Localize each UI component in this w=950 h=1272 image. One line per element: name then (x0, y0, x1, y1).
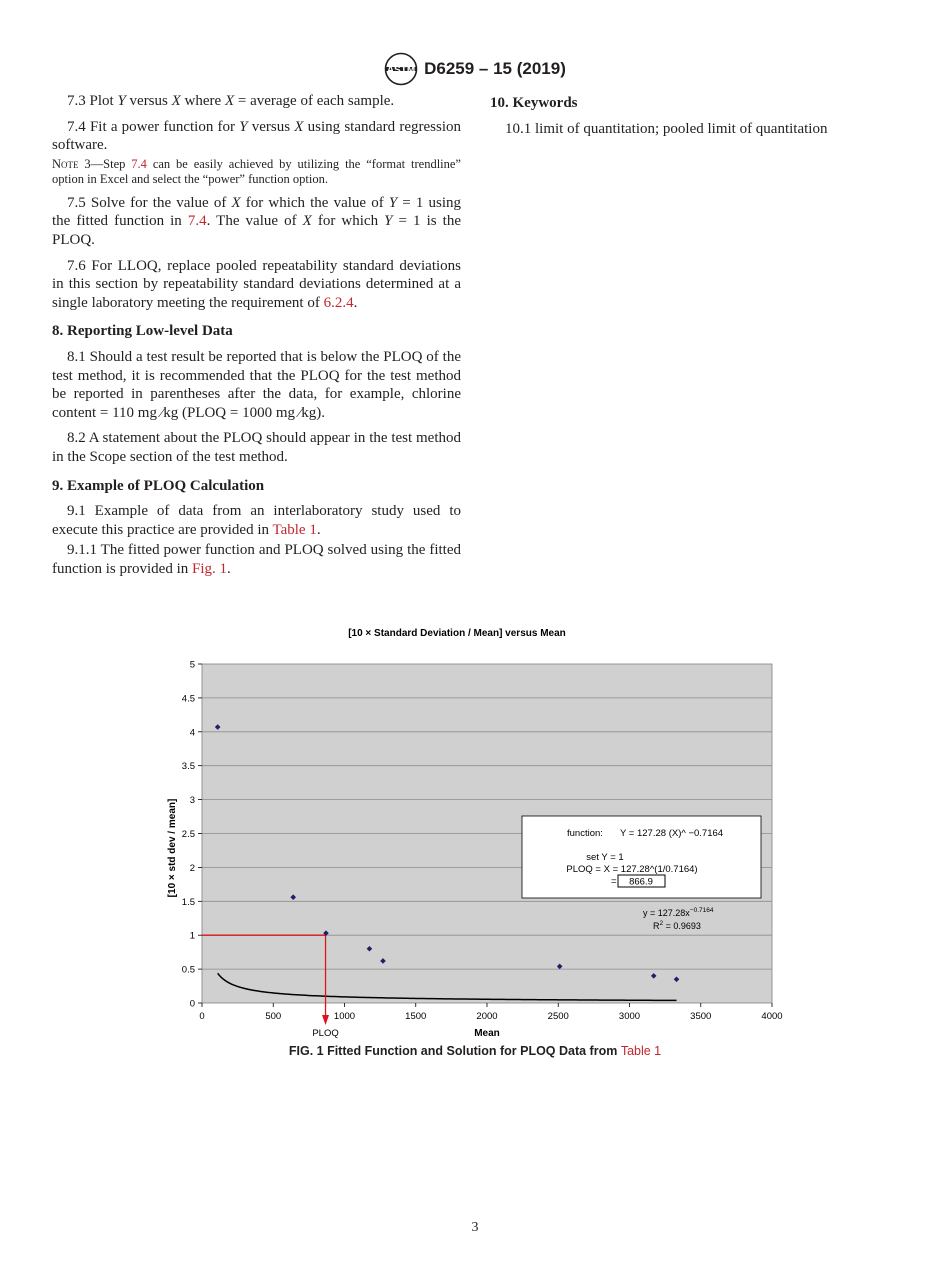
caption-table-1-link[interactable]: Table 1 (620, 1044, 662, 1058)
ref-7-4-link[interactable]: 7.4 (187, 213, 207, 230)
paragraph-7-4: 7.4 Fit a power function for Y versus X using standard regression software. (52, 118, 462, 154)
page-header (0, 52, 950, 86)
x-tick-label: 4000 (761, 1011, 783, 1022)
y-tick-labels (182, 660, 195, 1010)
section-10-heading: 10. Keywords (490, 95, 578, 111)
ref-7-4-link[interactable]: 7.4 (131, 156, 147, 171)
paragraph-7-5: 7.5 Solve for the value of X for which the value of Y = 1 using the fitted function in 7.4. The value of X for which Y = 1 is the PLOQ. (52, 194, 462, 248)
x-tick-label: 1000 (333, 1011, 356, 1022)
left-column (52, 92, 461, 585)
x-tick-label: 3500 (690, 1011, 712, 1022)
section-8-heading: 8. Reporting Low-level Data (52, 323, 233, 340)
r-squared: $R^2 = 0.9693$ (653, 920, 701, 931)
table-1-link[interactable]: Table 1 (272, 521, 317, 538)
paragraph-10-1: 10.1 limit of quantitation; pooled limit of quantitation (505, 120, 828, 137)
paragraph-9-1-1: 9.1.1 The fitted power function and PLOQ solved using the fitted function is provided in Fig. 1. (52, 542, 461, 577)
fig-1-link[interactable]: Fig. 1 (191, 560, 227, 577)
standard-designation: D6259 – 15 (2019) (424, 59, 566, 78)
y-tick-label: 1.5 (181, 896, 195, 908)
x-tick-label: 1500 (405, 1011, 427, 1022)
function-box (522, 816, 761, 898)
astm-logo-icon (384, 52, 418, 86)
ploq-formula: PLOQ = X = 127.28^(1/0.7164) (566, 864, 698, 875)
y-tick-label: 5 (189, 659, 195, 671)
paragraph-8-2: 8.2 A statement about the PLOQ should appear in the test method in the Scope section of the test method. (52, 430, 461, 465)
note-3: Note 3—Step 7.4 can be easily achieved by utilizing the “format trendline” option in Excel and select the “power” function option. (52, 156, 461, 186)
figure-caption: FIG. 1 Fitted Function and Solution for PLOQ Data from Table 1 (288, 1044, 662, 1058)
ploq-axis-label: PLOQ (312, 1028, 339, 1039)
section-9-heading: 9. Example of PLOQ Calculation (52, 477, 265, 494)
x-tick-label: 2500 (547, 1011, 569, 1022)
paragraph-8-1: 8.1 Should a test result be reported that is below the PLOQ of the test method, it is recommended that the PLOQ for the test method be reported in parentheses after the data, for example, chlorine content = 110 mg ⁄kg (PLOQ = 1000 mg ⁄kg). (52, 348, 461, 421)
svg-text:ASTM: ASTM (386, 65, 416, 76)
y-tick-label: 3 (189, 795, 195, 807)
y-tick-label: 0 (189, 998, 195, 1010)
function-label: function: (567, 828, 603, 839)
x-tick-label: 500 (265, 1011, 282, 1022)
y-axis-label: [10 × std dev / mean] (167, 798, 178, 898)
y-tick-label: 2 (189, 862, 195, 874)
function-equation: Y = 127.28 (X)^ −0.7164 (620, 828, 724, 839)
y-tick-label: 3.5 (181, 761, 195, 773)
y-tick-label: 2.5 (181, 829, 195, 840)
page-number: 3 (471, 1220, 479, 1235)
x-axis-label: Mean (474, 1028, 500, 1039)
set-y-text: set Y = 1 (586, 852, 624, 863)
x-tick-label: 0 (199, 1011, 205, 1022)
ref-6-2-4-link[interactable]: 6.2.4 (323, 294, 354, 311)
ploq-result-value: 866.9 (629, 876, 653, 888)
figure-1-chart (150, 620, 800, 1045)
chart-title: [10 × Standard Deviation / Mean] versus Mean (348, 628, 566, 639)
paragraph-7-3: 7.3 Plot Y versus X where X = average of each sample. (67, 93, 395, 109)
equals-sign: = (611, 876, 617, 887)
right-column (490, 92, 900, 145)
y-tick-label: 4.5 (181, 693, 195, 705)
y-tick-label: 1 (189, 930, 195, 942)
paragraph-9-1: 9.1 Example of data from an interlaboratory study used to execute this practice are provided in Table 1. (52, 503, 461, 538)
x-tick-label: 3000 (618, 1011, 641, 1022)
trend-equation: $y = 127.28x^{-0.7164}$ (643, 907, 714, 918)
x-tick-label: 2000 (476, 1011, 498, 1022)
x-tick-labels (199, 1011, 782, 1022)
ploq-arrow-icon (322, 1015, 329, 1025)
y-tick-label: 0.5 (181, 964, 195, 976)
paragraph-7-6: 7.6 For LLOQ, replace pooled repeatability standard deviations in this section by repeatability standard deviations determined at a single laboratory meeting the requirement of 6.2.4. (52, 257, 461, 311)
y-tick-label: 4 (189, 727, 195, 739)
